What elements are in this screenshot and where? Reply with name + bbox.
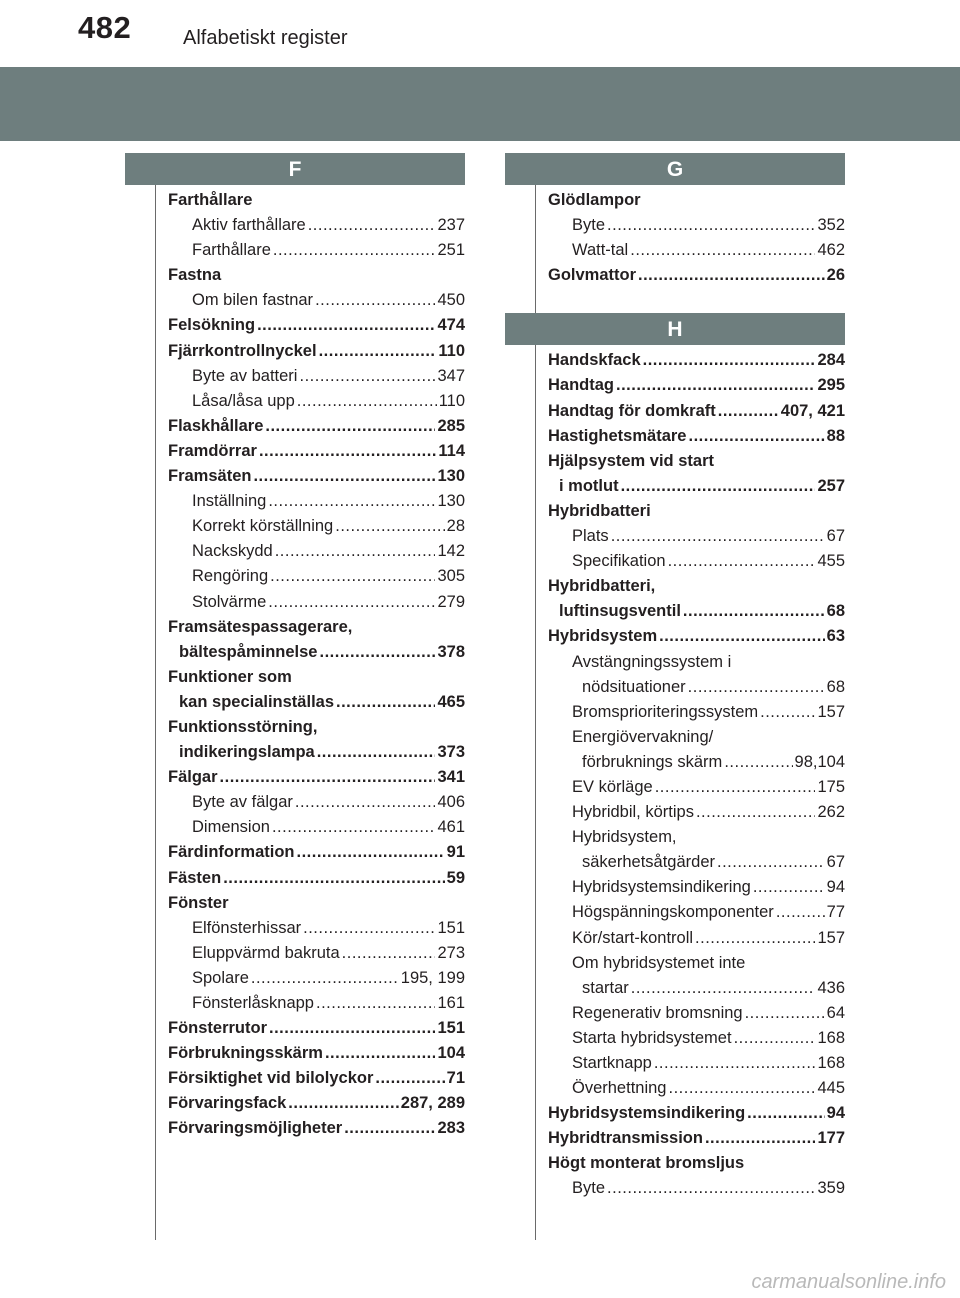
index-entry[interactable] (168, 765, 465, 790)
index-entry-label: Hybridsystem, (572, 828, 677, 847)
dot-leader (315, 288, 435, 313)
index-entry-label: Funktionsstörning, (168, 717, 318, 736)
index-entry-label: Hybridsystemsindikering (572, 878, 751, 897)
index-entry[interactable] (168, 966, 465, 991)
index-entry[interactable] (168, 364, 465, 389)
index-column-right (505, 153, 845, 1202)
index-entry[interactable] (168, 188, 465, 213)
index-entry-label: Watt-tal (572, 241, 629, 260)
dot-leader (223, 866, 444, 891)
index-entry-label: Hybridtransmission (548, 1129, 703, 1148)
index-entry[interactable] (168, 590, 465, 615)
dot-leader (319, 640, 435, 665)
index-entry-label: Energiövervakning/ (572, 727, 714, 746)
index-entry-page: 373 (437, 743, 465, 762)
index-entry[interactable] (548, 1176, 845, 1201)
index-entry-page: 257 (817, 476, 845, 495)
dot-leader (734, 1026, 816, 1051)
index-entry-label: Hybridbatteri, (548, 577, 656, 596)
dot-leader (705, 1126, 816, 1151)
dot-leader (696, 800, 816, 825)
index-entry-page: 77 (826, 903, 845, 922)
dot-leader (308, 213, 436, 238)
index-entry-label: Handskfack (548, 351, 641, 370)
index-entry-page: 461 (437, 818, 465, 837)
index-entry[interactable] (548, 1001, 845, 1026)
index-entry[interactable] (548, 348, 845, 373)
index-entry[interactable] (548, 875, 845, 900)
index-entry[interactable] (168, 213, 465, 238)
index-entry-label: Byte (572, 1179, 606, 1198)
index-entry[interactable] (548, 213, 845, 238)
index-entry-page: 68 (826, 677, 845, 696)
index-entry-page: 142 (437, 542, 465, 561)
index-entry[interactable] (168, 313, 465, 338)
index-entry-list (505, 185, 845, 288)
dot-leader (375, 1066, 444, 1091)
index-entry-page: 285 (437, 416, 465, 435)
index-entry[interactable] (168, 1016, 465, 1041)
index-entry[interactable] (548, 238, 845, 263)
index-entry[interactable] (548, 424, 845, 449)
dot-leader (265, 414, 435, 439)
index-entry-label: Kör/start-kontroll (572, 928, 694, 947)
index-entry-label: Byte (572, 216, 606, 235)
index-entry-page: 305 (437, 567, 465, 586)
index-entry-label: Regenerativ bromsning (572, 1003, 743, 1022)
dot-leader (220, 765, 436, 790)
index-entry-label: Fönster (168, 893, 229, 912)
dot-leader (753, 875, 825, 900)
dot-leader (638, 263, 825, 288)
dot-leader (683, 599, 825, 624)
index-entry-page: 474 (437, 316, 465, 335)
index-column-left (125, 153, 465, 1142)
index-entry-label: EV körläge (572, 777, 653, 796)
index-entry-page: 67 (826, 853, 845, 872)
index-entry-page: 455 (817, 552, 845, 571)
page-header (0, 0, 960, 64)
index-entry[interactable] (168, 640, 465, 665)
index-entry-label: Stolvärme (192, 592, 267, 611)
index-entry-label: Spolare (192, 968, 249, 987)
index-entry[interactable] (168, 288, 465, 313)
index-entry-label: Högt monterat bromsljus (548, 1154, 745, 1173)
index-entry-page: 341 (437, 768, 465, 787)
index-entry-page: 28 (446, 517, 465, 536)
index-entry[interactable] (168, 615, 465, 640)
dot-leader (654, 1051, 816, 1076)
index-entry-label: Handtag (548, 376, 614, 395)
index-entry-page: 436 (817, 978, 845, 997)
dot-leader (724, 750, 792, 775)
dot-leader (299, 364, 435, 389)
dot-leader (668, 549, 816, 574)
index-entry-page: 130 (437, 492, 465, 511)
index-entry-label: Starta hybridsystemet (572, 1028, 732, 1047)
index-entry-label: Om bilen fastnar (192, 291, 314, 310)
index-entry-page: 64 (826, 1003, 845, 1022)
index-entry[interactable] (548, 825, 845, 850)
dot-leader (607, 1176, 815, 1201)
dot-leader (616, 373, 815, 398)
index-entry-label: Glödlampor (548, 191, 641, 209)
dot-leader (621, 474, 816, 499)
index-entry-page: 68 (826, 602, 845, 621)
index-entry-label: Hybridbil, körtips (572, 803, 694, 822)
index-entry-page: 406 (437, 793, 465, 812)
dot-leader (303, 916, 435, 941)
index-entry-page: 295 (817, 376, 845, 395)
index-entry-page: 59 (446, 868, 465, 887)
index-entry[interactable] (548, 1051, 845, 1076)
dot-leader (607, 213, 815, 238)
index-entry-page: 284 (817, 351, 845, 370)
index-entry[interactable] (168, 439, 465, 464)
index-entry-label: Fönsterlåsknapp (192, 994, 314, 1012)
index-entry-label: Förvaringsmöjligheter (168, 1119, 343, 1138)
index-entry-label: Bromsprioriteringssystem (572, 702, 759, 721)
index-entry[interactable] (548, 800, 845, 825)
index-entry[interactable] (548, 399, 845, 424)
page-title: Alfabetiskt register (183, 27, 348, 49)
index-entry-label: Byte av fälgar (192, 793, 293, 812)
index-entry-label: Färdinformation (168, 843, 295, 862)
index-entry-label: Eluppvärmd bakruta (192, 943, 340, 962)
dot-leader (668, 1076, 815, 1101)
index-entry[interactable] (168, 238, 465, 263)
dot-leader (344, 1116, 435, 1141)
dot-leader (251, 966, 399, 991)
index-entry[interactable] (548, 700, 845, 725)
dot-leader (273, 238, 436, 263)
index-entry[interactable] (168, 1066, 465, 1091)
index-entry-label: Golvmattor (548, 266, 637, 285)
section-header-h: H (505, 313, 845, 345)
index-entry[interactable] (548, 725, 845, 750)
index-entry-label: Hybridsystem (548, 627, 658, 646)
index-entry-label: Farthållare (192, 241, 271, 260)
index-entry[interactable] (168, 1091, 465, 1116)
index-entry[interactable] (548, 650, 845, 675)
index-entry-label: Funktioner som (168, 667, 292, 686)
index-entry-list (125, 185, 465, 1142)
index-entry[interactable] (548, 499, 845, 524)
index-entry-page: 26 (826, 266, 845, 285)
index-entry-page: 130 (437, 467, 465, 486)
dot-leader (295, 790, 436, 815)
index-entry[interactable] (548, 926, 845, 951)
index-entry-label: Byte av batteri (192, 366, 298, 385)
dot-leader (688, 675, 825, 700)
dot-leader (319, 339, 437, 364)
dot-leader (316, 991, 435, 1016)
index-entry[interactable] (548, 524, 845, 549)
index-entry-page: 63 (826, 627, 845, 646)
index-entry-label: Rengöring (192, 567, 269, 586)
index-entry-label: Korrekt körställning (192, 517, 334, 536)
index-entry-label: Fälgar (168, 768, 218, 787)
dot-leader (268, 489, 435, 514)
dot-leader (631, 976, 816, 1001)
header-banner (0, 67, 960, 141)
index-entry-page: 465 (437, 692, 465, 711)
dot-leader (269, 1016, 435, 1041)
index-entry-label: Nackskydd (192, 542, 273, 561)
dot-leader (745, 1001, 825, 1026)
dot-leader (659, 624, 825, 649)
index-entry[interactable] (548, 1151, 845, 1176)
index-entry-page: 359 (817, 1179, 845, 1198)
index-entry-page: 237 (437, 216, 465, 235)
index-entry-page: 94 (826, 1104, 845, 1123)
index-entry-label: säkerhetsåtgärder (582, 853, 715, 872)
index-entry[interactable] (548, 750, 845, 775)
index-entry-page: 168 (817, 1054, 845, 1072)
index-entry-page: 195, 199 (400, 968, 465, 987)
index-entry-page: 67 (826, 527, 845, 546)
index-entry-label: förbruknings skärm (582, 752, 723, 771)
index-entry-label: Framsäten (168, 467, 252, 486)
dot-leader (270, 564, 435, 589)
index-entry[interactable] (548, 549, 845, 574)
index-entry-label: Specifikation (572, 552, 666, 571)
index-entry-label: Hjälpsystem vid start (548, 451, 714, 470)
index-entry-page: 175 (817, 777, 845, 796)
index-entry[interactable] (168, 815, 465, 840)
dot-leader (760, 700, 815, 725)
index-entry-page: 110 (438, 391, 465, 410)
index-entry-page: 445 (817, 1079, 845, 1098)
index-entry[interactable] (548, 263, 845, 288)
index-entry-page: 378 (437, 642, 465, 661)
index-entry[interactable] (548, 675, 845, 700)
index-entry[interactable] (168, 389, 465, 414)
index-entry-label: Felsökning (168, 316, 256, 335)
index-entry-page: 98,104 (794, 752, 845, 771)
index-entry-label: kan specialinställas (179, 692, 335, 711)
index-entry-label: Flaskhållare (168, 416, 264, 435)
index-entry-page: 104 (437, 1044, 465, 1063)
index-entry[interactable] (548, 976, 845, 1001)
index-entry-page: 94 (826, 878, 845, 897)
index-entry-page: 251 (437, 241, 465, 260)
dot-leader (317, 740, 436, 765)
index-entry-label: Hastighetsmätare (548, 426, 687, 445)
index-entry-label: Framdörrar (168, 441, 257, 460)
index-entry[interactable] (548, 1026, 845, 1051)
index-entry-label: bältespåminnelse (179, 642, 318, 661)
dot-leader (272, 815, 436, 840)
index-entry-label: Högspänningskomponenter (572, 903, 774, 922)
dot-leader (335, 514, 444, 539)
index-entry[interactable] (548, 900, 845, 925)
index-entry-page: 157 (817, 928, 845, 947)
index-entry-page: 88 (826, 426, 845, 445)
index-entry[interactable] (548, 474, 845, 499)
index-entry-page: 161 (437, 994, 465, 1012)
index-entry-label: luftinsugsventil (559, 602, 681, 621)
index-entry-page: 262 (817, 803, 845, 822)
index-entry[interactable] (168, 263, 465, 288)
index-entry-label: Farthållare (168, 191, 253, 209)
index-entry[interactable] (548, 624, 845, 649)
index-entry[interactable] (168, 840, 465, 865)
index-entry-label: Dimension (192, 818, 270, 837)
index-entry[interactable] (548, 1126, 845, 1151)
index-entry-page: 177 (817, 1129, 845, 1148)
dot-leader (288, 1091, 398, 1116)
dot-leader (747, 1101, 824, 1126)
index-entry[interactable] (168, 991, 465, 1016)
index-entry-page: 347 (437, 366, 465, 385)
index-entry-label: Handtag för domkraft (548, 401, 716, 420)
index-entry[interactable] (168, 866, 465, 891)
index-entry-label: Aktiv farthållare (192, 216, 306, 235)
index-entry[interactable] (168, 715, 465, 740)
index-entry[interactable] (168, 941, 465, 966)
index-entry-label: Avstängningssystem i (572, 652, 732, 671)
index-entry-page: 407, 421 (780, 401, 845, 420)
dot-leader (253, 464, 435, 489)
dot-leader (717, 850, 825, 875)
dot-leader (718, 399, 779, 424)
index-entry[interactable] (168, 665, 465, 690)
index-entry-label: Förbrukningsskärm (168, 1044, 323, 1063)
index-entry-page: 157 (817, 702, 845, 721)
dot-leader (297, 840, 445, 865)
dot-leader (297, 389, 437, 414)
dot-leader (325, 1041, 436, 1066)
index-entry[interactable] (168, 539, 465, 564)
index-entry-label: Om hybridsystemet inte (572, 953, 746, 972)
index-entry-label: Fästen (168, 868, 222, 887)
index-entry[interactable] (548, 951, 845, 976)
index-entry-page: 110 (438, 341, 465, 360)
index-entry[interactable] (168, 414, 465, 439)
index-entry[interactable] (548, 1076, 845, 1101)
dot-leader (688, 424, 824, 449)
dot-leader (342, 941, 436, 966)
index-entry-label: Förvaringsfack (168, 1094, 287, 1113)
index-entry[interactable] (168, 891, 465, 916)
dot-leader (268, 590, 435, 615)
index-entry-label: Plats (572, 527, 609, 546)
index-entry[interactable] (168, 916, 465, 941)
index-entry-label: indikeringslampa (179, 743, 315, 762)
index-entry-label: Framsätespassagerare, (168, 617, 353, 636)
index-entry-list (505, 345, 845, 1201)
section-header-f: F (125, 153, 465, 185)
index-entry-label: startar (582, 978, 629, 997)
index-entry-page: 168 (817, 1028, 845, 1047)
index-entry-page: 114 (438, 441, 465, 460)
index-entry[interactable] (168, 740, 465, 765)
index-entry[interactable] (168, 339, 465, 364)
index-entry-label: Överhettning (572, 1079, 667, 1098)
index-entry-label: Startknapp (572, 1054, 652, 1072)
index-entry-label: Hybridbatteri (548, 501, 651, 520)
dot-leader (611, 524, 825, 549)
dot-leader (655, 775, 816, 800)
dot-leader (630, 238, 815, 263)
index-entry-label: Låsa/låsa upp (192, 391, 295, 410)
dot-leader (275, 539, 436, 564)
index-entry-page: 273 (437, 943, 465, 962)
index-entry[interactable] (548, 188, 845, 213)
index-entry-page: 283 (437, 1119, 465, 1138)
watermark: carmanualsonline.info (751, 1271, 946, 1293)
index-entry-page: 450 (437, 291, 465, 310)
index-entry-page: 462 (817, 241, 845, 260)
index-entry[interactable] (168, 464, 465, 489)
index-entry[interactable] (548, 850, 845, 875)
dot-leader (776, 900, 825, 925)
index-entry[interactable] (168, 564, 465, 589)
index-entry[interactable] (548, 1101, 845, 1126)
index-entry-page: 71 (446, 1069, 465, 1088)
index-entry-page: 91 (446, 843, 465, 862)
index-entry-label: nödsituationer (582, 677, 686, 696)
index-entry-label: Fastna (168, 266, 222, 285)
index-entry[interactable] (168, 489, 465, 514)
index-entry[interactable] (168, 1116, 465, 1141)
dot-leader (257, 313, 435, 338)
index-entry-label: Försiktighet vid bilolyckor (168, 1069, 374, 1088)
index-entry-page: 287, 289 (400, 1094, 465, 1113)
dot-leader (259, 439, 436, 464)
page-number: 482 (78, 10, 132, 45)
index-entry-page: 151 (437, 918, 465, 937)
index-entry-page: 151 (437, 1019, 465, 1038)
index-entry[interactable] (548, 449, 845, 474)
index-entry[interactable] (548, 599, 845, 624)
index-entry[interactable] (168, 1041, 465, 1066)
section-header-g: G (505, 153, 845, 185)
index-entry[interactable] (168, 690, 465, 715)
index-entry[interactable] (168, 514, 465, 539)
dot-leader (695, 926, 815, 951)
index-entry-label: Hybridsystemsindikering (548, 1104, 746, 1123)
index-entry-label: Inställning (192, 492, 267, 511)
index-entry-label: Fönsterrutor (168, 1019, 267, 1038)
dot-leader (643, 348, 816, 373)
index-entry[interactable] (548, 574, 845, 599)
index-entry[interactable] (548, 775, 845, 800)
index-entry[interactable] (168, 790, 465, 815)
index-entry-label: Fjärrkontrollnyckel (168, 341, 317, 360)
index-entry-page: 279 (437, 592, 465, 611)
index-entry-label: Elfönsterhissar (192, 918, 302, 937)
index-entry[interactable] (548, 373, 845, 398)
dot-leader (336, 690, 435, 715)
index-entry-label: i motlut (559, 476, 619, 495)
index-entry-page: 352 (817, 216, 845, 235)
